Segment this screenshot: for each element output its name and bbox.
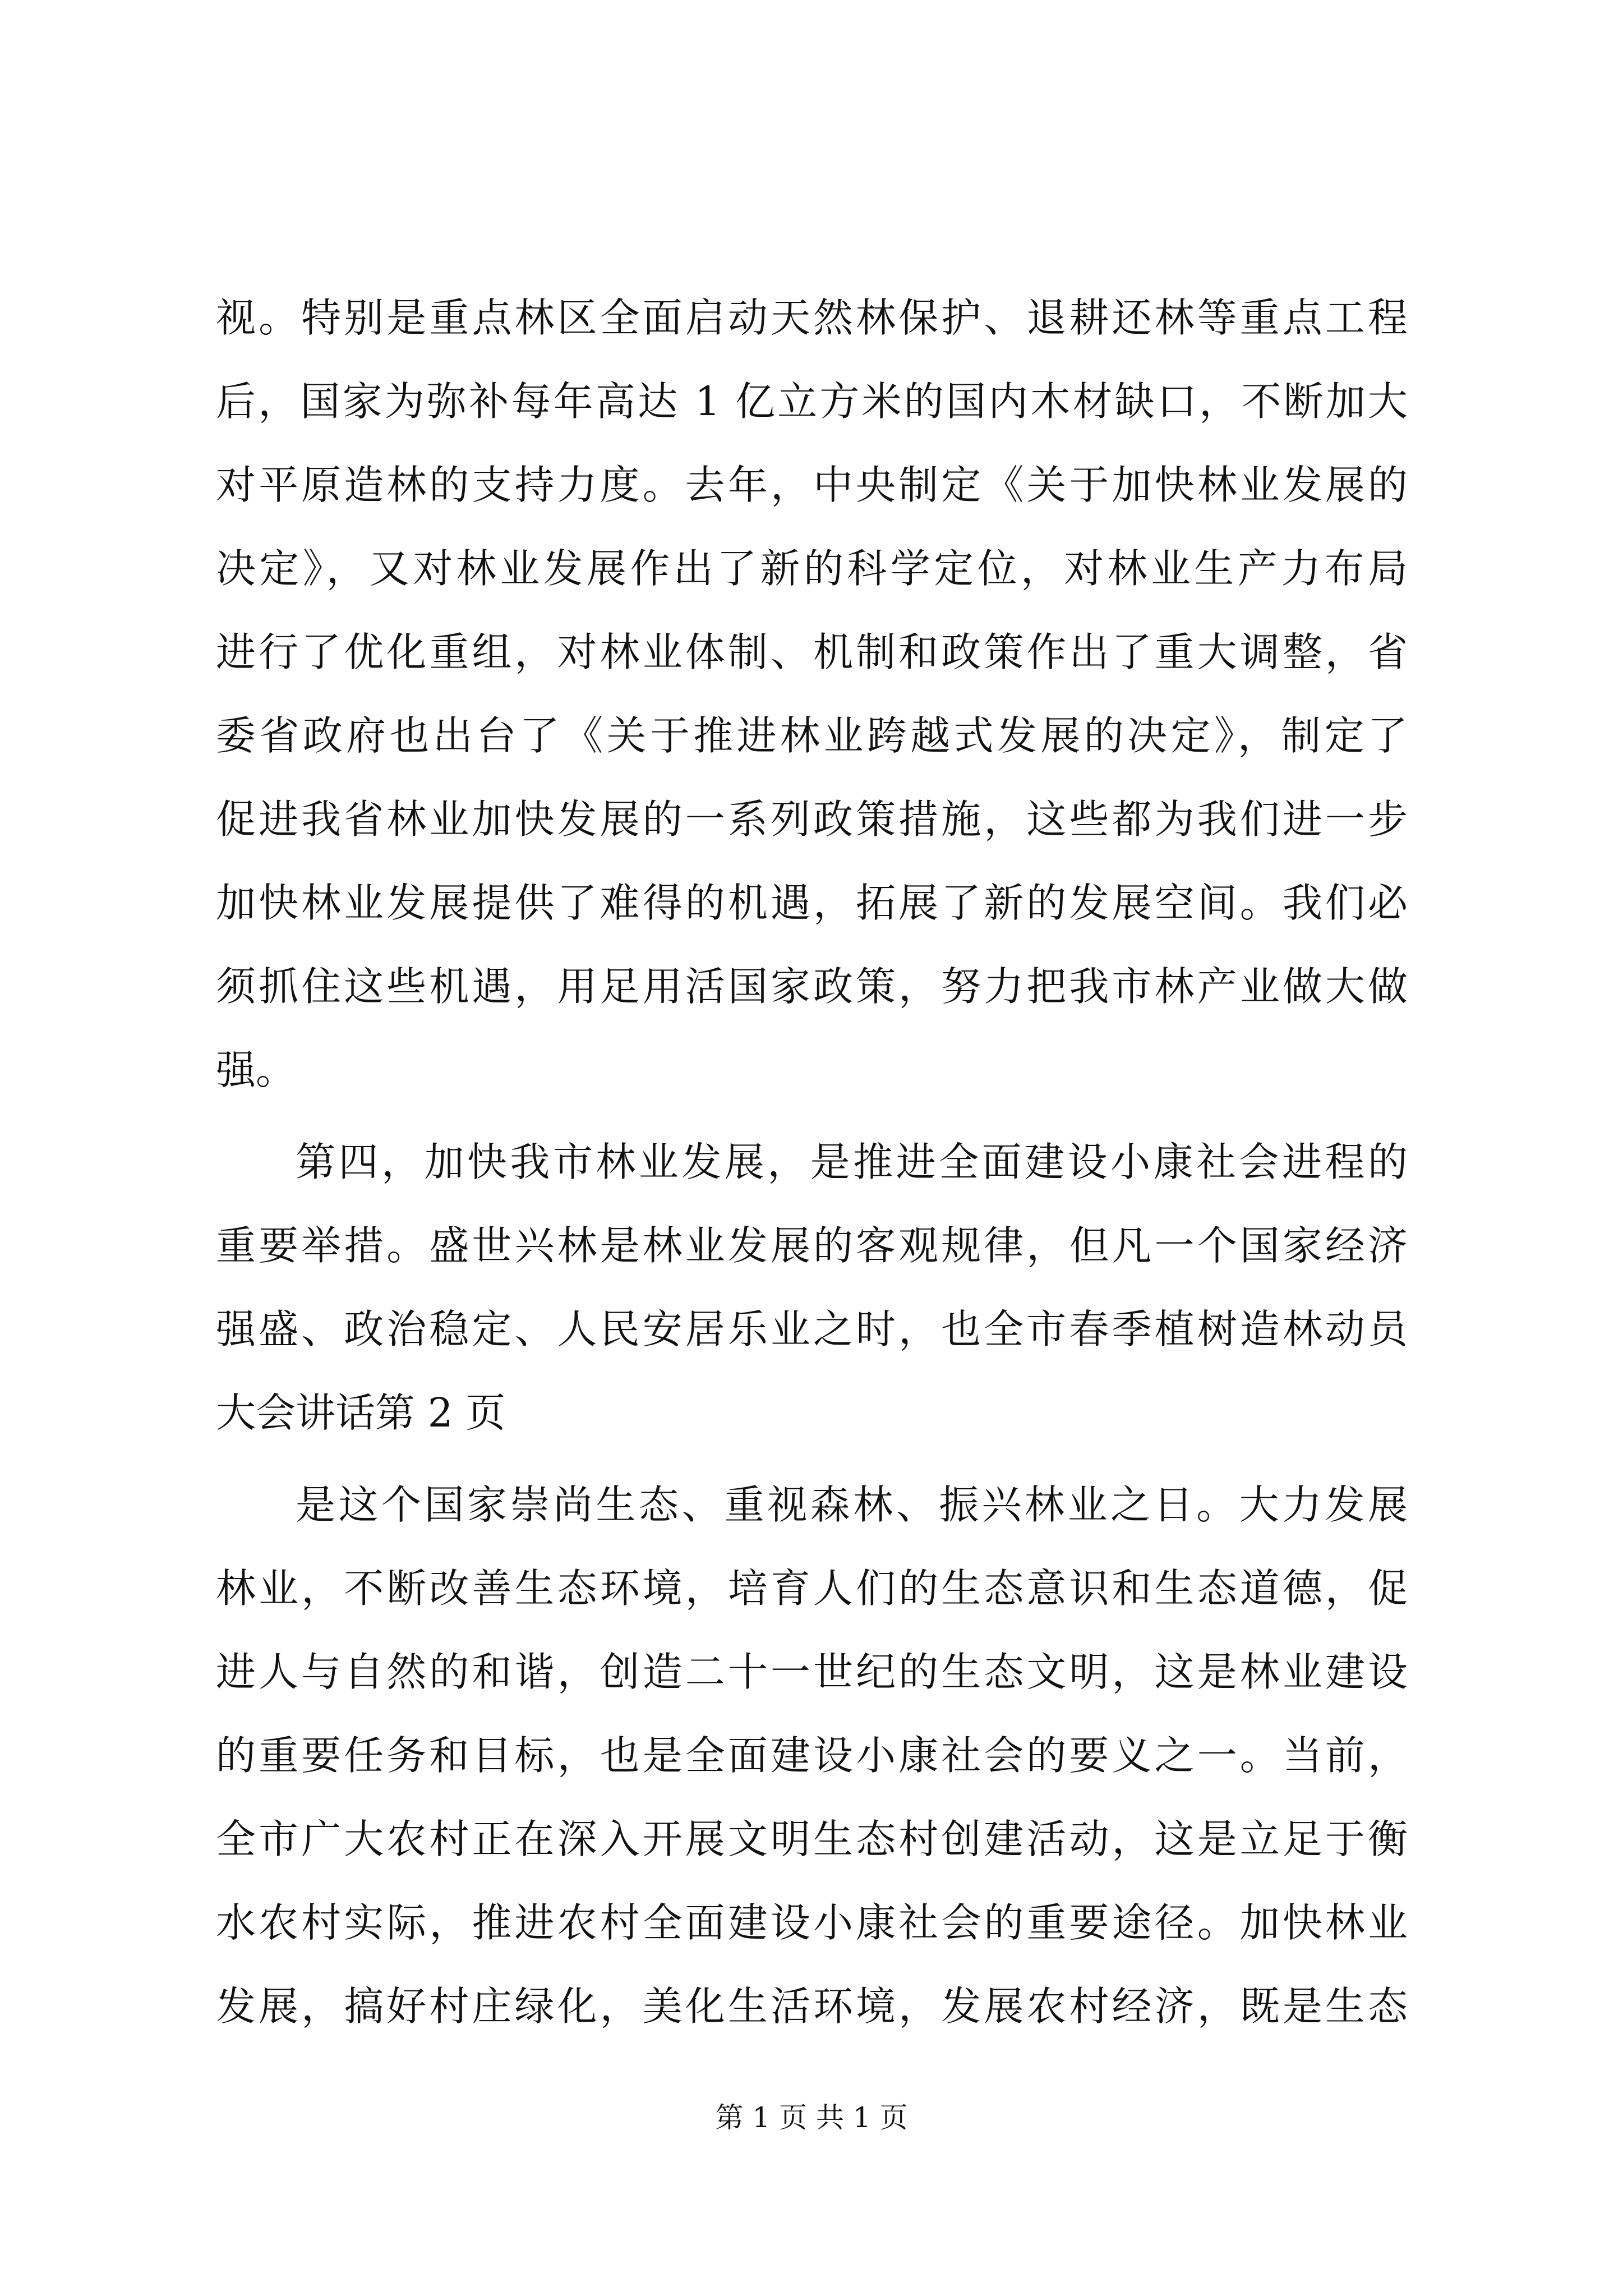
paragraph-first-line: 第四，加快我市林业发展，是推进全面建设小康社会进程的 <box>296 1139 1408 1185</box>
text-line: 强盛、政治稳定、人民安居乐业之时，也全市春季植树造林动员 <box>216 1306 1408 1352</box>
text-line: 的重要任务和目标，也是全面建设小康社会的要义之一。当前， <box>216 1732 1408 1779</box>
text-line: 进人与自然的和谐，创造二十一世纪的生态文明，这是林业建设 <box>216 1649 1408 1695</box>
page-footer: 第 1 页 共 1 页 <box>715 2101 908 2134</box>
text-line: 林业，不断改善生态环境，培育人们的生态意识和生态道德，促 <box>216 1565 1408 1612</box>
text-line: 大会讲话第 2 页 <box>216 1389 506 1436</box>
text-line: 全市广大农村正在深入开展文明生态村创建活动，这是立足于衡 <box>216 1816 1408 1862</box>
text-line: 促进我省林业加快发展的一系列政策措施，这些都为我们进一步 <box>216 796 1408 843</box>
text-line: 须抓住这些机遇，用足用活国家政策，努力把我市林产业做大做 <box>216 963 1408 1010</box>
text-line: 对平原造林的支持力度。去年，中央制定《关于加快林业发展的 <box>216 462 1408 508</box>
text-line: 委省政府也出台了《关于推进林业跨越式发展的决定》，制定了 <box>216 712 1408 759</box>
text-line: 发展，搞好村庄绿化，美化生活环境，发展农村经济，既是生态 <box>216 1983 1408 2030</box>
text-line: 加快林业发展提供了难得的机遇，拓展了新的发展空间。我们必 <box>216 880 1408 926</box>
body-text <box>216 276 1408 2048</box>
text-line: 后，国家为弥补每年高达 1 亿立方米的国内木材缺口，不断加大 <box>216 378 1408 425</box>
text-line: 决定》，又对林业发展作出了新的科学定位，对林业生产力布局 <box>216 545 1408 592</box>
text-line: 重要举措。盛世兴林是林业发展的客观规律，但凡一个国家经济 <box>216 1222 1408 1269</box>
text-line: 进行了优化重组，对林业体制、机制和政策作出了重大调整，省 <box>216 629 1408 675</box>
paragraph-first-line: 是这个国家崇尚生态、重视森林、振兴林业之日。大力发展 <box>296 1481 1408 1528</box>
text-line: 水农村实际，推进农村全面建设小康社会的重要途径。加快林业 <box>216 1899 1408 1946</box>
text-line: 视。特别是重点林区全面启动天然林保护、退耕还林等重点工程 <box>216 295 1408 341</box>
text-line: 强。 <box>216 1047 296 1093</box>
